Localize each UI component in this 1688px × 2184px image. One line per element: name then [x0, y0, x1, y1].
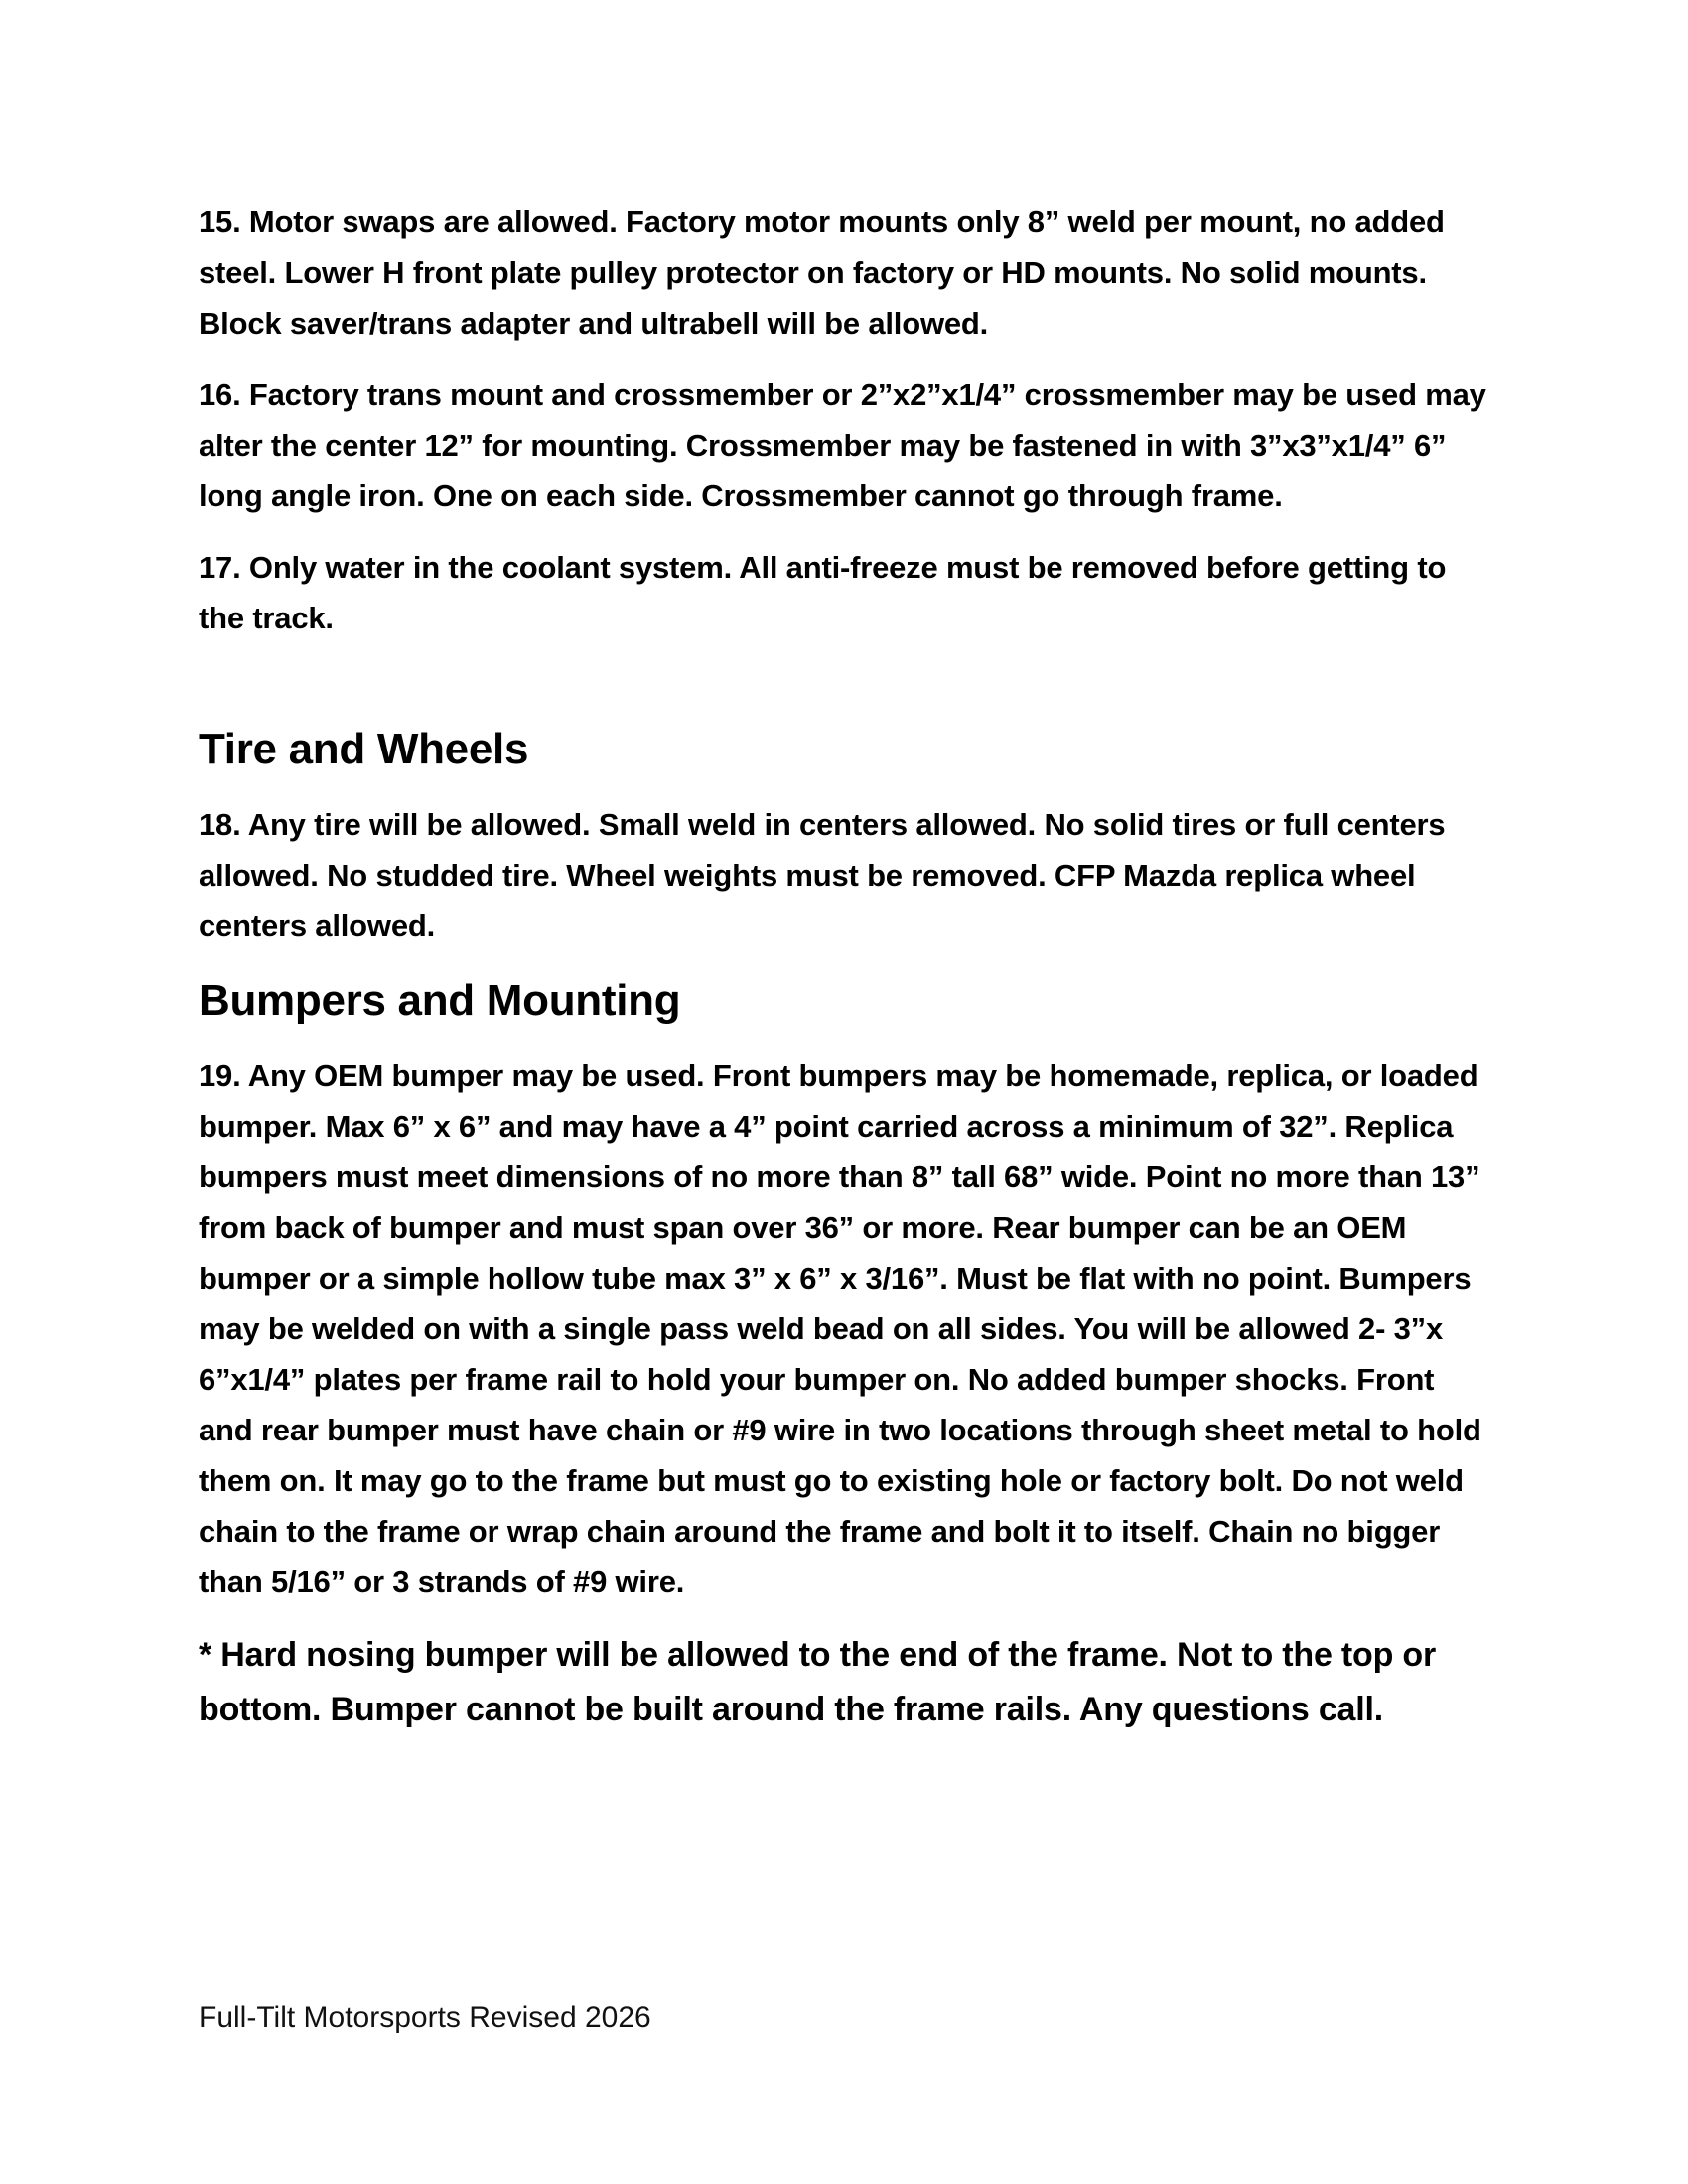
rule-15-motor-swaps: 15. Motor swaps are allowed. Factory motor mounts only 8” weld per mount, no added steel. Lower H front plate pulley protector on factory or HD mounts. No solid mounts. Block saver/trans adapter and ultrabell will be allowed. — [199, 205, 1445, 341]
rule-19-bumpers: 19. Any OEM bumper may be used. Front bumpers may be homemade, replica, or loaded bumper. Max 6” x 6” and may have a 4” point carried across a minimum of 32”. Replica bumpers must meet dimensions of no more than 8” tall 68” wide. Point no more than 13” from back of bumper and must span over 36” or more. Rear bumper can be an OEM bumper or a simple hollow tube max 3” x 6” x 3/16”. Must be flat with no point. Bumpers may be welded on with a single pass weld bead on all sides. You will be allowed 2- 3”x 6”x1/4” plates per frame rail to hold your bumper on. No added bumper shocks. Front and rear bumper must have chain or #9 wire in two locations through sheet metal to hold them on. It may go to the frame but must go to existing hole or factory bolt. Do not weld chain to the frame or wrap chain around the frame and bolt it to itself. Chain no bigger than 5/16” or 3 strands of #9 wire. — [199, 1058, 1481, 1599]
document-page — [199, 197, 1489, 1737]
page-footer: Full-Tilt Motorsports Revised 2026 — [199, 2001, 651, 2034]
hard-nosing-note: * Hard nosing bumper will be allowed to the end of the frame. Not to the top or bottom. Bumper cannot be built around the frame rails. Any questions call. — [199, 1636, 1437, 1728]
section-heading-bumpers: Bumpers and Mounting — [199, 976, 681, 1024]
section-heading-tires: Tire and Wheels — [199, 725, 529, 773]
rule-17-coolant: 17. Only water in the coolant system. All anti-freeze must be removed before getting to the track. — [199, 550, 1447, 635]
rule-18-tires: 18. Any tire will be allowed. Small weld in centers allowed. No solid tires or full centers allowed. No studded tire. Wheel weights must be removed. CFP Mazda replica wheel centers allowed. — [199, 807, 1446, 943]
rule-16-trans-mount: 16. Factory trans mount and crossmember or 2”x2”x1/4” crossmember may be used may alter the center 12” for mounting. Crossmember may be fastened in with 3”x3”x1/4” 6” long angle iron. One on each side. Crossmember cannot go through frame. — [199, 377, 1486, 513]
